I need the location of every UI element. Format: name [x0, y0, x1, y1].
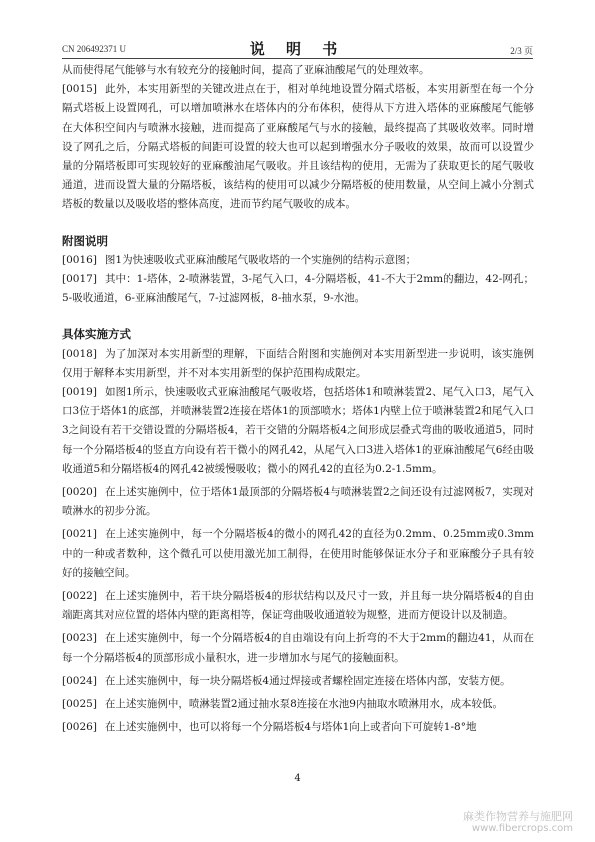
paragraph-number: [0019]: [62, 386, 97, 399]
paragraph-0026: [62, 718, 534, 737]
paragraph-text: 其中：1-塔体，2-喷淋装置，3-尾气入口，4-分隔塔板，41-不大于2mm的翻边，42-网孔；5-吸收通道，6-亚麻油酸尾气，7-过滤网板，8-抽水泵，9-水池。: [62, 273, 534, 305]
page-number: 4: [294, 773, 301, 784]
paragraph-text: 在上述实施例中，每一个分隔塔板4的微小的网孔42的直径为0.2mm、0.25mm或0.3mm中的一种或者数种，这个微孔可以使用激光加工制得，在使用时能够保证水分子和亚麻酸分子具有较好的接触空间。: [62, 528, 534, 579]
paragraph-text: 在上述实施例中，每一个分隔塔板4的自由端设有向上折弯的不大于2mm的翻边41，从而在每一个分隔塔板4的顶部形成小量积水，进一步增加水与尾气的接触面积。: [62, 632, 534, 664]
paragraph-text: 图1为快速吸收式亚麻油酸尾气吸收塔的一个实施例的结构示意图；: [104, 253, 417, 266]
paragraph-number: [0020]: [62, 486, 97, 499]
paragraph-number: [0022]: [62, 590, 97, 603]
paragraph-text: 为了加深对本实用新型的理解，下面结合附图和实施例对本实用新型进一步说明，该实施例仅用于解释本实用新型，并不对本实用新型的保护范围构成限定。: [62, 347, 534, 379]
watermark-text: 麻类作物营养与施肥网: [463, 810, 573, 823]
paragraph-text: 此外，本实用新型的关键改进点在于，相对单纯地设置分隔式塔板，本实用新型在每一个分隔式塔板上设置网孔，可以增加喷淋水在塔体内的分布体积，使得从下方进入塔体的亚麻酸尾气能够在大体积空间内与喷淋水接触，进而提高了亚麻酸尾气与水的接触，最终提高了其吸收效率。同时增设了网孔之后，分隔式塔板的间距可设置的较大也可以起到增强水分子吸收的效果，故而可以设置少量的分隔塔板即可实现较好的亚麻酸油尾气吸收。并且该结构的使用，无需为了获取更长的尾气吸收通道，进而设置大量的分隔塔板，该结构的使用可以减少分隔塔板的使用数量，从空间上减小分割式塔板的数量以及吸收塔的整体高度，进而节约尾气吸收的成本。: [62, 83, 534, 211]
document-body: [62, 61, 534, 738]
section-heading-embodiment: 具体实施方式: [62, 327, 131, 342]
paragraph-text: 在上述实施例中，位于塔体1最顶部的分隔塔板4与喷淋装置2之间还设有过滤网板7，实现对喷淋水的初步分流。: [62, 486, 534, 518]
paragraph-0019: [62, 383, 534, 479]
paragraph-0016: [62, 251, 534, 270]
paragraph-number: [0015]: [62, 83, 97, 96]
page-header: [62, 36, 533, 58]
paragraph-0015: [62, 80, 534, 214]
paragraph-number: [0016]: [62, 253, 97, 266]
paragraph-text: 在上述实施例中，也可以将每一个分隔塔板4与塔体1向上或者向下可旋转1-8°地: [104, 721, 477, 734]
paragraph-text: 在上述实施例中，喷淋装置2通过抽水泵8连接在水池9内抽取水喷淋用水，成本较低。: [104, 698, 503, 711]
paragraph-number: [0024]: [62, 674, 97, 687]
intro-paragraph: 从而使得尾气能够与水有较充分的接触时间，提高了亚麻油酸尾气的处理效率。: [62, 64, 430, 76]
paragraph-number: [0018]: [62, 347, 97, 360]
paragraph-0024: [62, 672, 534, 691]
paragraph-text: 在上述实施例中，若干块分隔塔板4的形状结构以及尺寸一致，并且每一块分隔塔板4的自由端距离其对应位置的塔体内壁的距离相等，保证弯曲吸收通道较为规整，进而方便设计以及制造。: [62, 590, 534, 622]
paragraph-number: [0021]: [62, 528, 97, 541]
patent-number: CN 206492371 U: [62, 44, 127, 54]
header-divider: [62, 58, 533, 59]
paragraph-0018: [62, 345, 534, 383]
paragraph-text: 如图1所示，快速吸收式亚麻油酸尾气吸收塔，包括塔体1和喷淋装置2、尾气入口3，尾气入口3位于塔体1的底部，并喷淋装置2连接在塔体1的顶部喷水；塔体1内壁上位于喷淋装置2和尾气入口3之间设有若干交错设置的分隔塔板4，若干交错的分隔塔板4之间形成层叠式弯曲的吸收通道5，同时每一个分隔塔板4的竖直方向设有若干微小的网孔42，从尾气入口3进入塔体1的亚麻油酸尾气6经由吸收通道5和分隔塔板4的网孔42被缓慢吸收；微小的网孔42的直径为0.2-1.5mm。: [62, 386, 534, 475]
paragraph-number: [0023]: [62, 632, 97, 645]
paragraph-number: [0026]: [62, 721, 97, 734]
section-heading-drawings: 附图说明: [62, 233, 108, 248]
document-title: 说 明 书: [249, 40, 346, 58]
paragraph-0021: [62, 525, 534, 583]
paragraph-0023: [62, 629, 534, 667]
paragraph-text: 在上述实施例中，每一块分隔塔板4通过焊接或者螺栓固定连接在塔体内部，安装方便。: [104, 674, 511, 687]
paragraph-0017: [62, 270, 534, 308]
paragraph-0025: [62, 695, 534, 714]
paragraph-number: [0025]: [62, 698, 97, 711]
paragraph-0022: [62, 587, 534, 625]
watermark-url: www.fibercrops.com: [471, 823, 573, 834]
paragraph-number: [0017]: [62, 273, 97, 286]
page-indicator: 2/3 页: [510, 46, 533, 56]
paragraph-0020: [62, 483, 534, 521]
